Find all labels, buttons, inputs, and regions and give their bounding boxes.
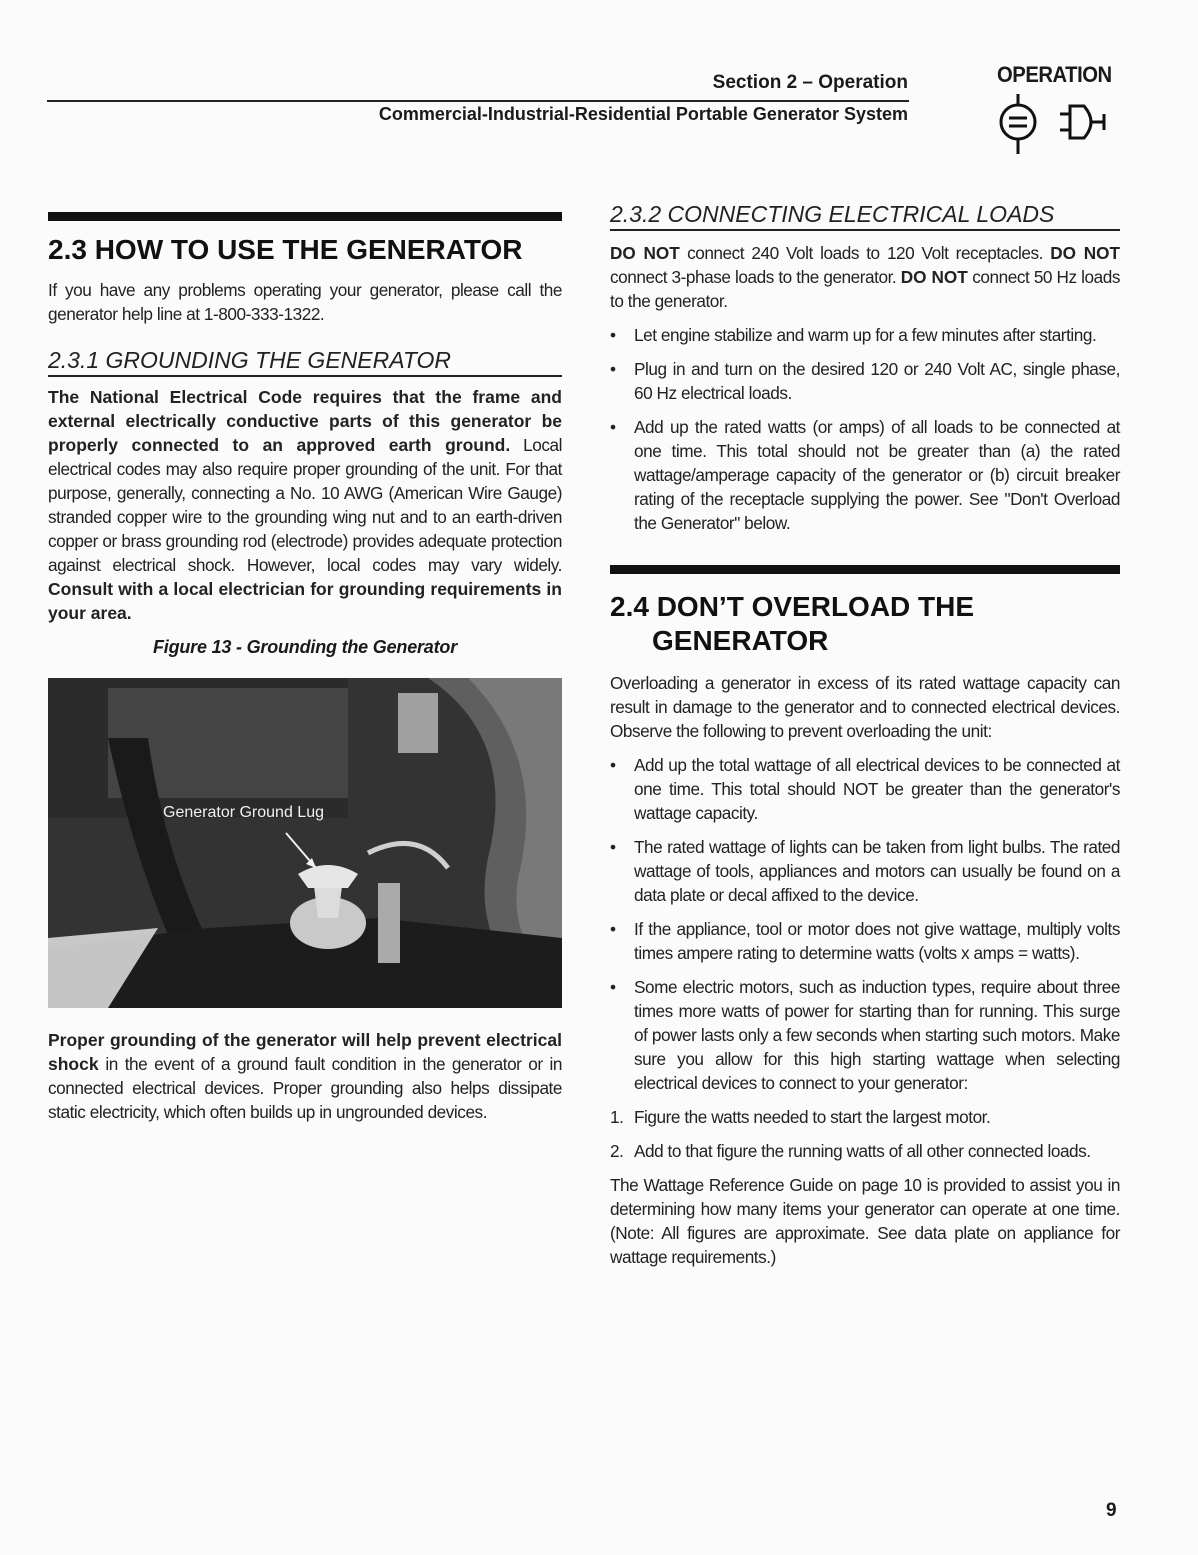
consult-electrician-bold: Consult with a local electrician for grounding requirements in your area.	[48, 579, 562, 623]
right-column	[610, 200, 1120, 1269]
do-not-paragraph	[610, 241, 1120, 313]
page-number: 9	[1106, 1500, 1117, 1521]
header-rule	[47, 100, 909, 102]
subheading-grounding: 2.3.1 GROUNDING THE GENERATOR	[48, 346, 562, 377]
list-item: • Add up the total wattage of all electrical devices to be connected at one time. This total should NOT be greater than the generator's wattage capacity.	[610, 753, 1120, 825]
section-rule	[48, 212, 562, 221]
list-item: • The rated wattage of lights can be taken from light bulbs. The rated wattage of tools, appliances and motors can usually be found on a data plate or decal affixed to the device.	[610, 835, 1120, 907]
left-column	[48, 212, 562, 1124]
grounding-requirement-bold: The National Electrical Code requires that the frame and external electrically conductive parts of this generator be properly connected to an approved earth ground.	[48, 387, 562, 455]
section-title: Section 2 – Operation	[712, 72, 908, 93]
document-subtitle: Commercial-Industrial-Residential Portable Generator System	[378, 104, 908, 124]
list-item: • Let engine stabilize and warm up for a few minutes after starting.	[610, 323, 1120, 347]
section-heading-2-4-line2: GENERATOR	[652, 625, 829, 656]
step-number: 2.	[610, 1141, 624, 1161]
operation-tab-label: OPERATION	[997, 62, 1112, 87]
list-item: • If the appliance, tool or motor does not give wattage, multiply volts times ampere rating to determine watts (volts x amps = watts).	[610, 917, 1120, 965]
section-heading-2-3: 2.3 HOW TO USE THE GENERATOR	[48, 234, 523, 265]
section-rule	[610, 565, 1120, 574]
list-item: • Some electric motors, such as induction types, require about three times more watts of power for starting than for running. This surge of power lasts only a few seconds when starting such motors. Make sure you allow for this high starting wattage when selecting electrical devices to connect to your generator:	[610, 975, 1120, 1095]
list-item: • Add up the rated watts (or amps) of all loads to be connected at one time. This total should not be greater than (a) the rated wattage/amperage capacity of the generator or (b) circuit breaker rating of the receptacle supplying the power. See "Don't Overload the Generator" below.	[610, 415, 1120, 535]
figure-caption: Figure 13 - Grounding the Generator	[152, 637, 458, 657]
overload-bullet-list	[610, 753, 1120, 1095]
step-text: Add to that figure the running watts of all other connected loads.	[634, 1141, 1091, 1161]
proper-grounding-text: in the event of a ground fault condition in the generator or in connected electrical devices. Proper grounding also helps dissipate static electricity, which often builds up in ungrounded devices.	[48, 1054, 562, 1122]
generator-plug-icon	[988, 94, 1118, 158]
loads-text-1: connect 240 Volt loads to 120 Volt receptacles.	[679, 243, 1051, 263]
motor-steps-list	[610, 1105, 1120, 1163]
grounding-detail-text: Local electrical codes may also require proper grounding of the unit. For that purpose, generally, connecting a No. 10 AWG (American Wire Gauge) stranded copper wire to the grounding wing nut and to an earth-driven copper or brass grounding rod (electrode) provides adequate protection against electrical shock. However, local codes may vary widely.	[48, 435, 562, 575]
loads-text-3: connect 50 Hz loads to the generator.	[610, 267, 1120, 311]
section-heading-2-4-line1: 2.4 DON’T OVERLOAD THE	[610, 591, 975, 622]
grounding-photo	[48, 678, 562, 1008]
do-not-3: DO NOT	[900, 267, 968, 287]
grounding-paragraph	[48, 385, 562, 625]
subheading-connecting-loads: 2.3.2 CONNECTING ELECTRICAL LOADS	[610, 200, 1120, 231]
loads-text-2: connect 3-phase loads to the generator.	[610, 267, 901, 287]
step-text: Figure the watts needed to start the largest motor.	[634, 1107, 991, 1127]
proper-grounding-paragraph	[48, 1028, 562, 1124]
list-item: • Plug in and turn on the desired 120 or 240 Volt AC, single phase, 60 Hz electrical loads.	[610, 357, 1120, 405]
wattage-guide-paragraph: The Wattage Reference Guide on page 10 is provided to assist you in determining how many items your generator can operate at one time. (Note: All figures are approximate. See data plate on appliance for wattage requirements.)	[610, 1175, 1120, 1267]
overload-intro: Overloading a generator in excess of its rated wattage capacity can result in damage to the generator and to connected electrical devices. Observe the following to prevent overloading the unit:	[610, 673, 1120, 741]
help-line-paragraph: If you have any problems operating your generator, please call the generator help line at 1-800-333-1322.	[48, 280, 562, 324]
do-not-1: DO NOT	[610, 243, 680, 263]
step-number: 1.	[610, 1107, 624, 1127]
do-not-2: DO NOT	[1050, 243, 1121, 263]
list-item	[610, 1105, 1120, 1129]
ground-lug-callout: Generator Ground Lug	[163, 804, 324, 821]
proper-grounding-bold: Proper grounding of the generator will help prevent electrical shock	[48, 1030, 562, 1074]
generator-ground-lug-photo	[48, 678, 562, 1008]
load-bullet-list	[610, 323, 1120, 535]
list-item	[610, 1139, 1120, 1163]
